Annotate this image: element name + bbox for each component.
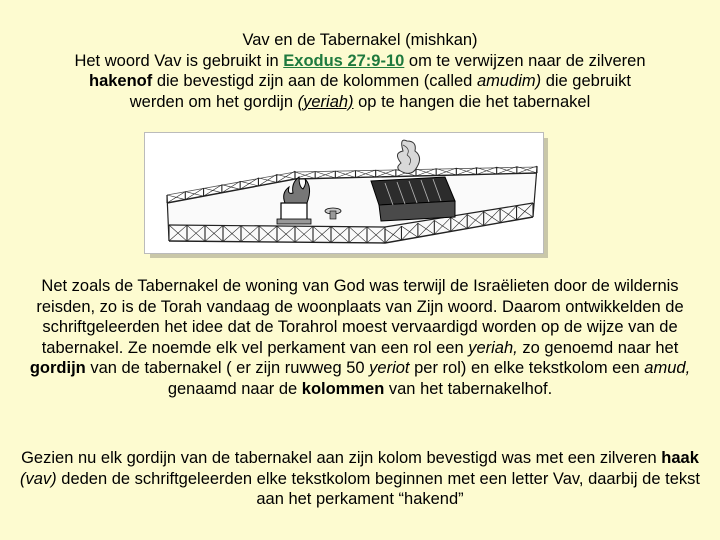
hooks-term: hakenof <box>88 72 153 90</box>
middle-text: zo genoemd naar het <box>517 338 679 357</box>
tabernacle-figure <box>144 132 546 256</box>
yeriah-term: yeriah, <box>468 338 518 357</box>
gordijn-term: gordijn <box>29 359 86 377</box>
intro-text: die bevestigd zijn aan de kolommen (called <box>152 72 477 90</box>
kolommen-term: kolommen <box>301 379 385 398</box>
middle-text: genaamd naar de <box>167 379 302 398</box>
middle-text: per rol) en elke tekstkolom een <box>409 359 645 377</box>
exodus-link[interactable]: Exodus 27:9-10 <box>283 51 405 70</box>
middle-text: van het tabernakelhof. <box>384 379 553 398</box>
intro-text: die gebruikt <box>541 72 632 90</box>
yeriot-term: yeriot <box>369 359 410 377</box>
ending-text: Gezien nu elk gordijn van de tabernakel aan zijn kolom bevestigd was met een zilveren <box>21 449 662 467</box>
middle-paragraph <box>20 276 700 399</box>
yeriah-term: (yeriah) <box>297 92 354 111</box>
intro-text: werden om het gordijn <box>129 92 298 111</box>
intro-text: om te verwijzen naar de zilveren <box>404 51 646 70</box>
vav-term: (vav) <box>20 469 57 488</box>
intro-text: Het woord Vav is gebruikt in <box>74 51 284 70</box>
middle-text: Net zoals de Tabernakel de woning van God was terwijl de Israëlieten door de wildernis reisden, zo is de Torah vandaag de woonplaats van Zijn woord. Daarom ontwikkelden de schriftgeleerden het idee dat de Torahrol moest vervaardigd worden op de wijze van de tabernakel. Ze noemde elk vel perkament van een rol een <box>36 277 684 357</box>
intro-paragraph <box>20 30 700 112</box>
intro-text: op te hangen die het tabernakel <box>353 92 591 111</box>
haak-term: haak <box>661 449 699 467</box>
middle-text: van de tabernakel ( er zijn ruwweg 50 <box>85 359 370 377</box>
amudim-term: amudim) <box>476 72 542 90</box>
amud-term: amud, <box>644 359 691 377</box>
ending-text: deden de schriftgeleerden elke tekstkolom beginnen met een letter Vav, daarbij de tekst aan het perkament “hakend” <box>56 469 700 508</box>
tabernacle-illustration <box>144 132 544 254</box>
ending-paragraph <box>20 448 700 510</box>
slide-title: Vav en de Tabernakel (mishkan) <box>242 31 478 49</box>
tabernacle-drawing <box>145 133 543 253</box>
